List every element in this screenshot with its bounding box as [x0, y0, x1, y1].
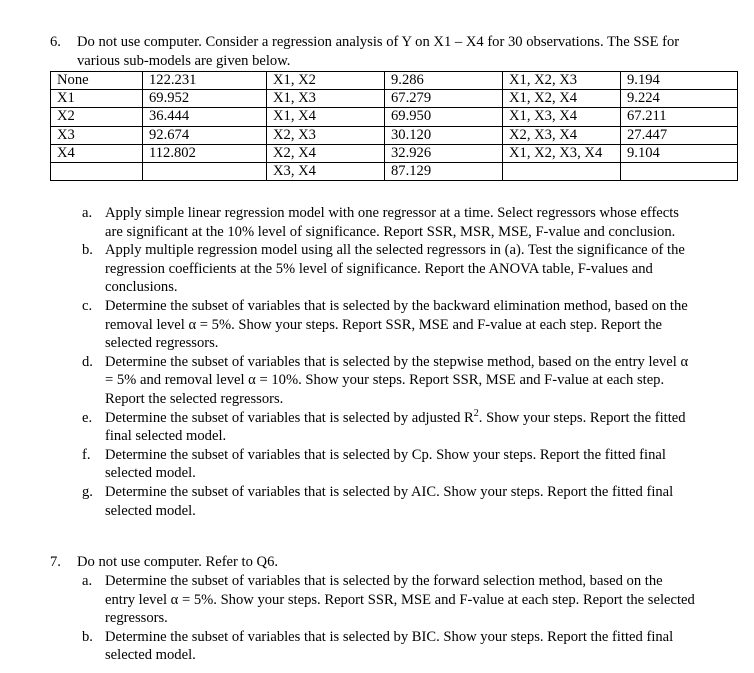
sse-model-cell: X1: [51, 90, 143, 108]
part-label: f.: [82, 446, 91, 463]
part-text: Determine the subset of variables that is selected by BIC. Show your steps. Report the fitted final selected model.: [105, 628, 674, 664]
part-text-before: Determine the subset of variables that is selected by adjusted R: [105, 409, 474, 426]
part-text: Determine the subset of variables that is selected by AIC. Show your steps. Report the fitted final selected model.: [105, 483, 674, 519]
sse-model-cell: X1, X2, X3: [503, 72, 621, 90]
sse-value-cell: [143, 162, 267, 180]
part-label: b.: [82, 242, 93, 259]
sse-model-cell: X3, X4: [267, 162, 385, 180]
part-g: [0, 483, 695, 520]
sse-value-cell: 9.194: [621, 72, 738, 90]
part-d: [0, 353, 695, 409]
part-f: [0, 446, 695, 483]
sse-table-row: [51, 72, 738, 90]
sse-model-cell: X4: [51, 144, 143, 162]
sse-value-cell: 30.120: [385, 126, 503, 144]
question-7-parts: [0, 572, 695, 665]
part-label: c.: [82, 297, 93, 314]
sse-value-cell: 67.279: [385, 90, 503, 108]
sse-model-cell: None: [51, 72, 143, 90]
part-label: e.: [82, 409, 93, 426]
sse-table-row: [51, 126, 738, 144]
question-7-number: 7.: [50, 554, 61, 570]
sse-model-cell: X3: [51, 126, 143, 144]
sse-table-row: [51, 90, 738, 108]
question-6-number: 6.: [50, 34, 61, 50]
sse-value-cell: 9.104: [621, 144, 738, 162]
sse-value-cell: 67.211: [621, 108, 738, 126]
sse-value-cell: 32.926: [385, 144, 503, 162]
part-b: [0, 628, 695, 665]
part-text: Determine the subset of variables that is selected by the forward selection method, based on the entry level α = 5%. Show your steps. Report SSR, MSE and F-value at each step. Report the selected regressors.: [105, 573, 695, 627]
sse-table-row: [51, 162, 738, 180]
part-text: Determine the subset of variables that is selected by Cp. Show your steps. Report the fitted final selected model.: [105, 446, 666, 482]
sse-value-cell: 27.447: [621, 126, 738, 144]
sse-value-cell: [621, 162, 738, 180]
sse-model-cell: [503, 162, 621, 180]
part-text: Determine the subset of variables that is selected by the backward elimination method, based on the removal level α = 5%. Show your steps. Report SSR, MSE and F-value at each step. Report the selected regressors.: [105, 297, 688, 352]
part-a: [0, 572, 695, 628]
sse-model-cell: X1, X3, X4: [503, 108, 621, 126]
sse-model-cell: X1, X4: [267, 108, 385, 126]
sse-table-body: [51, 72, 738, 181]
sse-value-cell: 9.224: [621, 90, 738, 108]
part-label: d.: [82, 353, 93, 370]
sse-model-cell: X1, X3: [267, 90, 385, 108]
question-7-text: Do not use computer. Refer to Q6.: [77, 554, 279, 570]
sse-model-cell: X1, X2, X3, X4: [503, 144, 621, 162]
sse-value-cell: 92.674: [143, 126, 267, 144]
sse-value-cell: 69.950: [385, 108, 503, 126]
part-label: g.: [82, 483, 93, 500]
sse-model-cell: [51, 162, 143, 180]
sse-value-cell: 36.444: [143, 108, 267, 126]
sse-value-cell: 112.802: [143, 144, 267, 162]
part-label: b.: [82, 628, 93, 645]
part-text-after: . Show your steps. Report the fitted final selected model.: [105, 409, 686, 445]
question-6-text: Do not use computer. Consider a regression analysis of Y on X1 – X4 for 30 observations. The SSE for various sub-models are given below.: [77, 34, 680, 69]
sse-value-cell: 122.231: [143, 72, 267, 90]
part-a: [0, 204, 695, 241]
sse-model-cell: X2, X4: [267, 144, 385, 162]
sse-table: [50, 71, 738, 181]
part-label: a.: [82, 205, 93, 221]
part-b: [0, 241, 695, 297]
superscript: 2: [473, 407, 479, 419]
part-e: [0, 409, 695, 446]
sse-model-cell: X1, X2, X4: [503, 90, 621, 108]
sse-model-cell: X2, X3, X4: [503, 126, 621, 144]
part-text: Determine the subset of variables that is selected by the stepwise method, based on the entry level α = 5% and removal level α = 10%. Show your steps. Report SSR, MSE and F-value at each step. Report the selected regressors.: [105, 353, 689, 407]
sse-table-row: [51, 144, 738, 162]
sse-value-cell: 9.286: [385, 72, 503, 90]
part-text: Apply multiple regression model using all the selected regressors in (a). Test the significance of the regression coefficients at the 5% level of significance. Report the ANOVA table, F-values and conclusions.: [105, 242, 685, 296]
sse-model-cell: X2, X3: [267, 126, 385, 144]
sse-value-cell: 87.129: [385, 162, 503, 180]
sse-value-cell: 69.952: [143, 90, 267, 108]
sse-model-cell: X1, X2: [267, 72, 385, 90]
part-label: a.: [82, 573, 93, 589]
question-6-parts: [0, 204, 695, 520]
part-text: [105, 407, 686, 445]
sse-model-cell: X2: [51, 108, 143, 126]
part-c: [0, 297, 695, 353]
part-text: Apply simple linear regression model with one regressor at a time. Select regressors whose effects are significant at the 10% level of significance. Report SSR, MSR, MSE, F-value and conclusion.: [105, 205, 679, 240]
sse-table-row: [51, 108, 738, 126]
